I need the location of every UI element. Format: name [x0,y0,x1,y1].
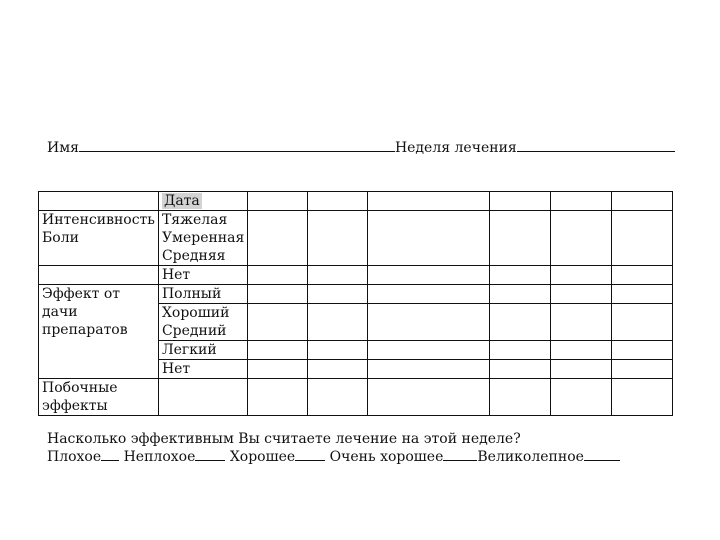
date-row [39,192,673,211]
option-cell [158,341,247,360]
pain-label [39,211,159,266]
entry-cell[interactable] [308,341,368,360]
option-cell [158,360,247,379]
entry-cell[interactable] [368,211,490,266]
entry-cell[interactable] [490,211,551,266]
option-label: Средняя [161,248,226,264]
pain-row [39,211,673,266]
entry-cell[interactable] [551,211,612,266]
option-label: Средний [161,323,227,339]
side-effects-label-line: эффекты [42,398,108,414]
rating-option: Великолепное [477,449,584,465]
rating-option: Плохое [47,449,102,465]
date-cell[interactable] [490,192,551,211]
entry-cell[interactable] [551,304,612,341]
rating-option: Хорошее [229,449,296,465]
entry-cell[interactable] [248,285,308,304]
option-label: Легкий [161,342,217,358]
entry-cell[interactable] [612,285,673,304]
side-effects-label-line: Побочные [42,380,118,396]
pain-options [158,211,247,266]
entry-cell[interactable] [612,360,673,379]
entry-cell[interactable] [551,379,612,416]
effect-label-line: Эффект от [42,286,121,302]
entry-cell[interactable] [551,360,612,379]
pain-label-line: Боли [42,230,79,246]
option-cell [158,266,247,285]
header-line [47,138,667,156]
side-effects-row [39,379,673,416]
pain-label-line: Интенсивность [42,212,155,228]
entry-cell[interactable] [368,304,490,341]
entry-cell[interactable] [490,266,551,285]
effect-row [39,285,673,304]
entry-cell[interactable] [248,341,308,360]
rating-option: Очень хорошее [329,449,444,465]
entry-cell[interactable] [612,266,673,285]
entry-cell[interactable] [248,304,308,341]
option-label: Нет [161,361,191,377]
option-cell [158,304,247,341]
entry-cell[interactable] [308,285,368,304]
rating-options [47,448,620,466]
name-field[interactable] [79,138,395,152]
entry-cell[interactable] [612,304,673,341]
entry-cell[interactable] [368,285,490,304]
week-field[interactable] [517,138,675,152]
entry-cell[interactable] [490,285,551,304]
option-label: Нет [161,267,191,283]
entry-cell[interactable] [551,285,612,304]
option-label: Хороший [161,305,230,321]
entry-cell[interactable] [490,379,551,416]
entry-cell[interactable] [248,266,308,285]
entry-cell[interactable] [490,341,551,360]
entry-cell[interactable] [368,266,490,285]
effect-label-line: препаратов [42,322,128,338]
option-cell [158,285,247,304]
date-cell[interactable] [248,192,308,211]
date-cell[interactable] [308,192,368,211]
symptom-table [38,191,673,416]
date-label: Дата [163,193,200,209]
entry-cell[interactable] [368,379,490,416]
effect-label [39,285,159,379]
side-effects-label [39,379,159,416]
rating-option: Неплохое [123,449,196,465]
date-cell[interactable] [368,192,490,211]
date-cell[interactable] [612,192,673,211]
entry-cell[interactable] [308,379,368,416]
rating-section [47,430,620,466]
rating-question: Насколько эффективным Вы считаете лечение на этой неделе? [47,431,521,447]
entry-cell[interactable] [612,341,673,360]
date-cell[interactable] [551,192,612,211]
entry-cell[interactable] [368,360,490,379]
week-label: Неделя лечения [394,140,517,156]
date-label-cell [158,192,247,211]
rating-blank[interactable] [443,448,477,461]
entry-cell[interactable] [158,379,247,416]
rating-blank[interactable] [295,448,325,461]
entry-cell[interactable] [248,379,308,416]
effect-label-line: дачи [42,304,78,320]
option-label: Тяжелая [161,212,228,228]
entry-cell[interactable] [248,211,308,266]
entry-cell[interactable] [490,304,551,341]
corner-cell [39,192,159,211]
pain-none-row [39,266,673,285]
entry-cell[interactable] [308,211,368,266]
entry-cell[interactable] [490,360,551,379]
blank-label-cell [39,266,159,285]
entry-cell[interactable] [248,360,308,379]
entry-cell[interactable] [308,304,368,341]
entry-cell[interactable] [612,379,673,416]
name-label: Имя [47,140,79,156]
option-label: Умеренная [161,230,245,246]
option-label: Полный [161,286,222,302]
entry-cell[interactable] [551,266,612,285]
entry-cell[interactable] [368,341,490,360]
entry-cell[interactable] [551,341,612,360]
entry-cell[interactable] [612,211,673,266]
entry-cell[interactable] [308,360,368,379]
rating-blank[interactable] [584,448,620,461]
rating-blank[interactable] [101,448,119,461]
entry-cell[interactable] [308,266,368,285]
rating-blank[interactable] [195,448,225,461]
